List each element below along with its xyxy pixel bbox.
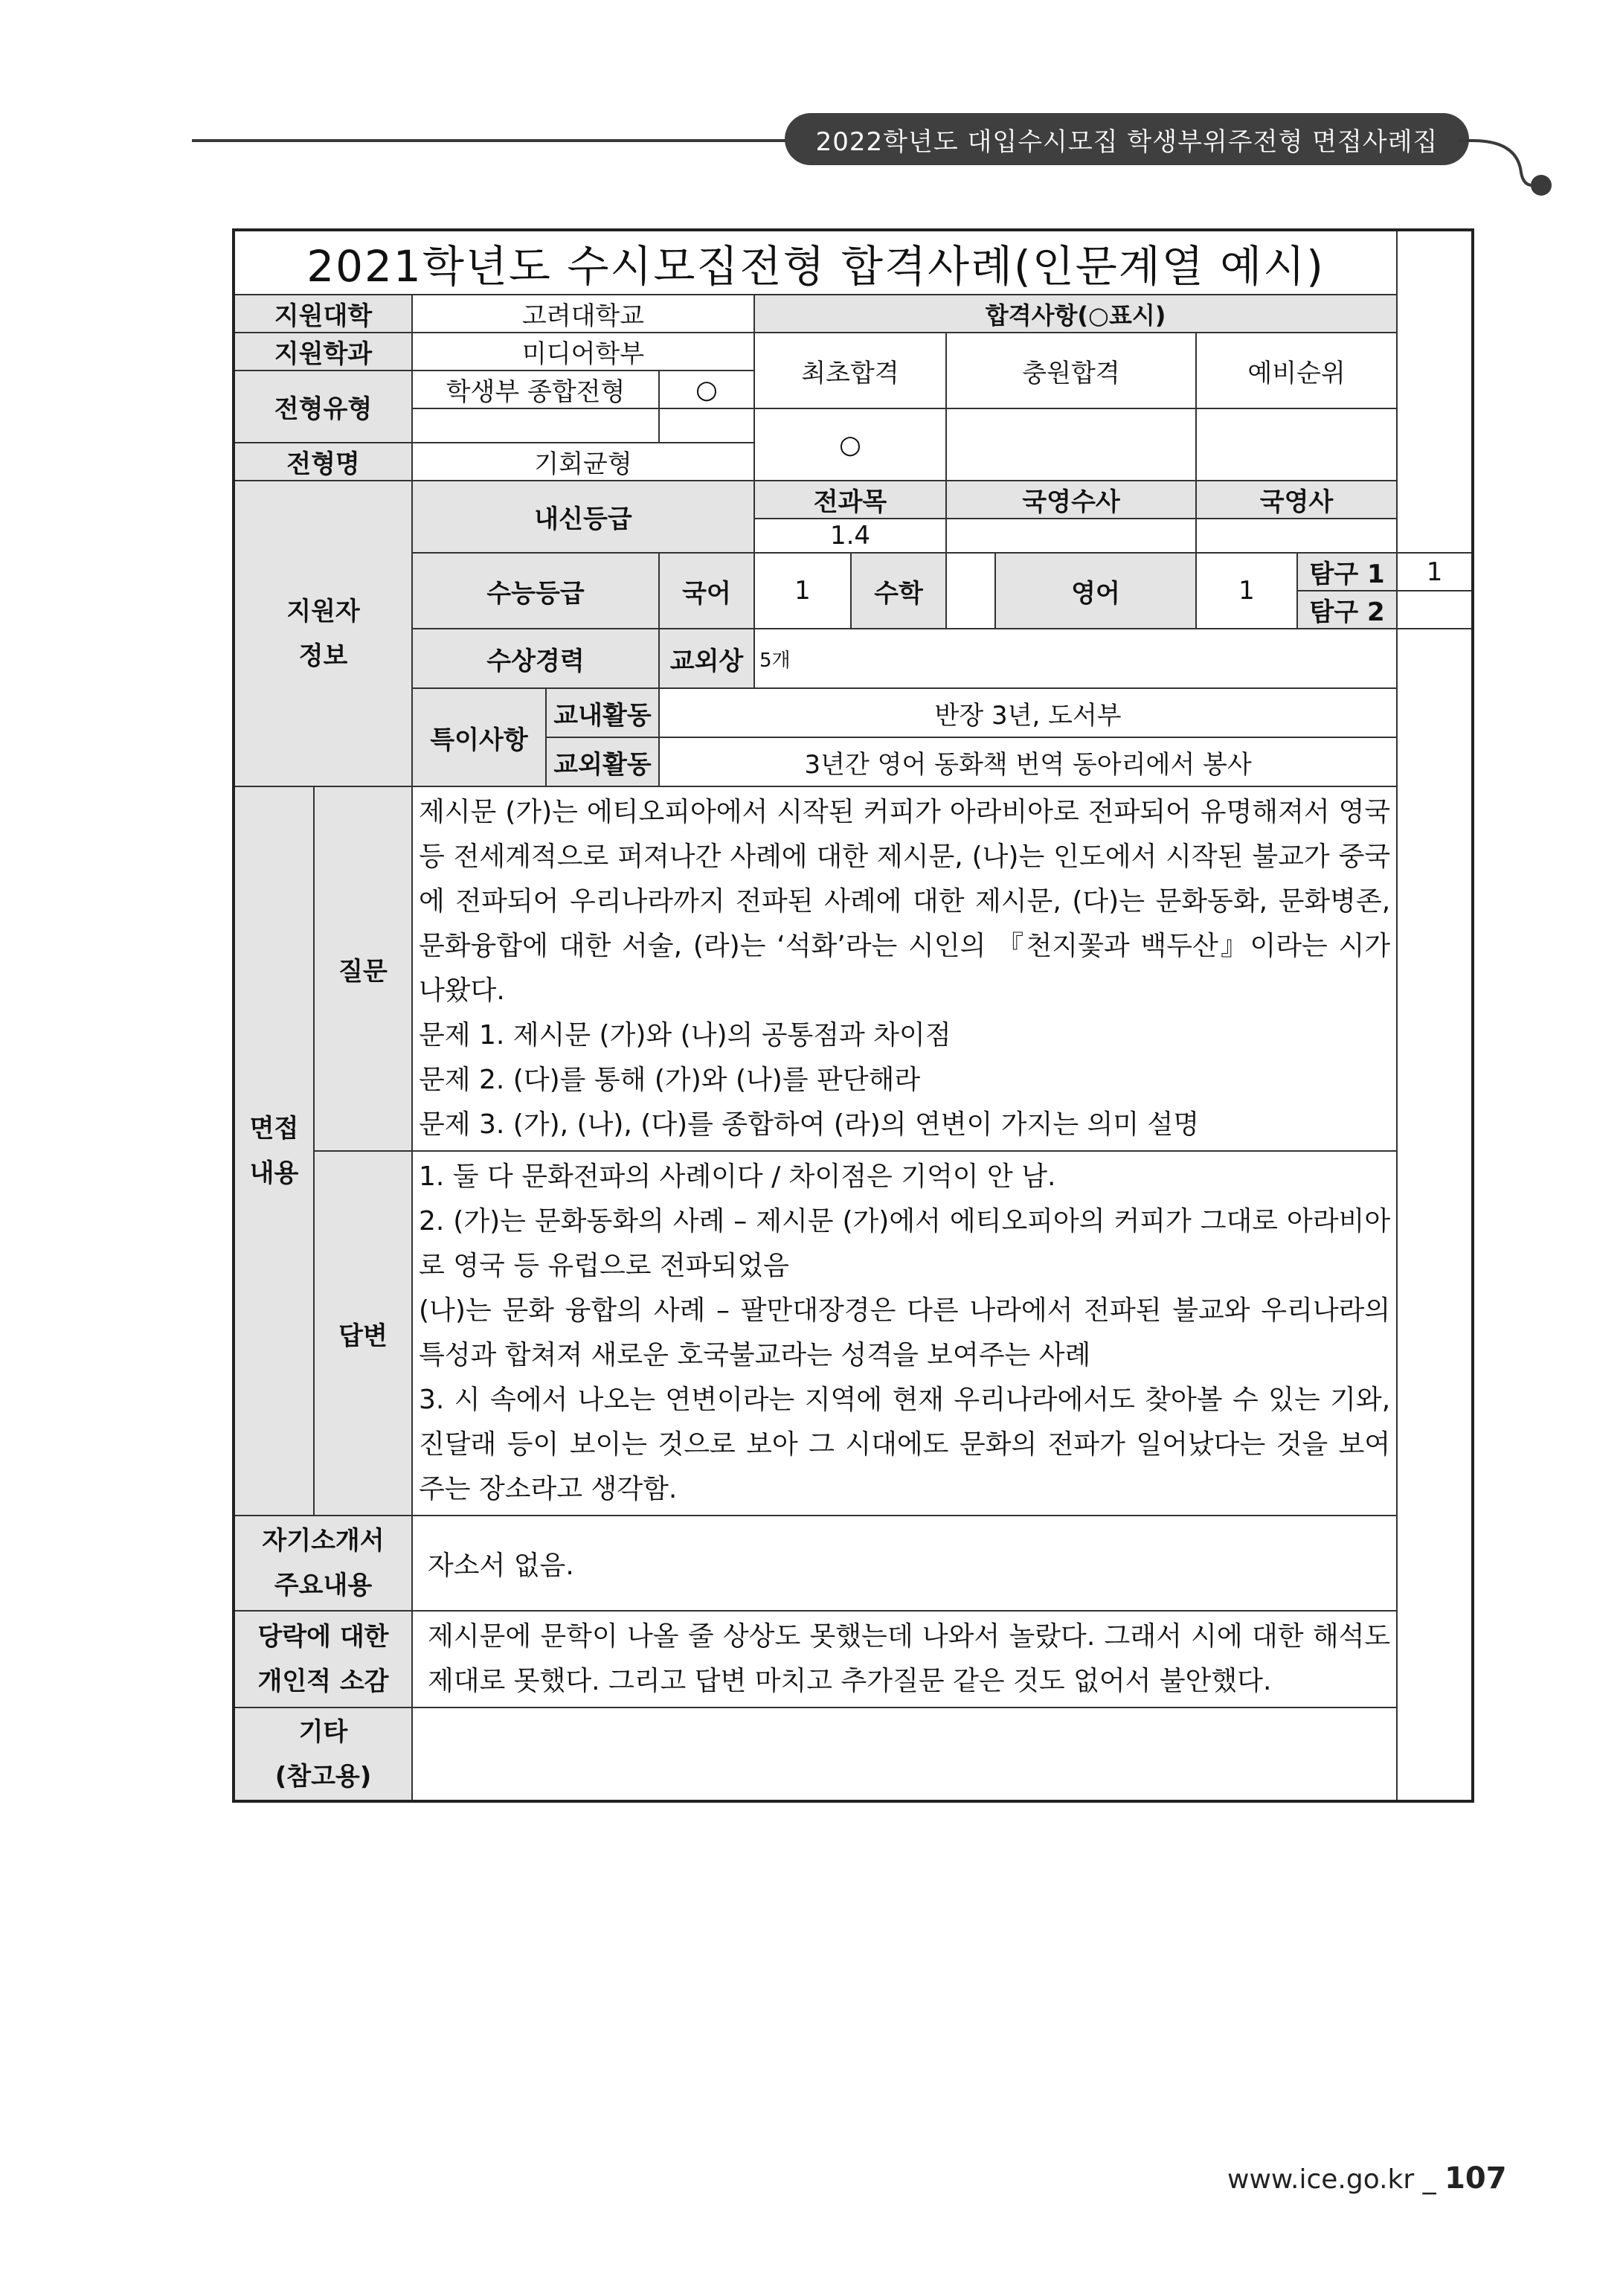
- footer-site: www.ice.go.kr _: [1227, 2164, 1445, 2195]
- label-question: 질문: [314, 786, 412, 1151]
- label-korean: 국어: [659, 553, 754, 629]
- label-self-intro: 자기소개서 주요내용: [234, 1516, 412, 1611]
- label-out-award: 교외상: [659, 629, 754, 688]
- admission-case-table: [232, 228, 1474, 1803]
- value-type-1-mark: ○: [659, 371, 754, 408]
- value-dept: 미디어학부: [412, 333, 754, 371]
- value-admission-name: 기회균형: [412, 443, 754, 481]
- value-english: 1: [1196, 553, 1297, 629]
- running-title: 2022학년도 대입수시모집 학생부위주전형 면접사례집: [785, 113, 1469, 165]
- value-question: 제시문 (가)는 에티오피아에서 시작된 커피가 아라비아로 전파되어 유명해져서 영국 등 전세계적으로 퍼져나간 사례에 대한 제시문, (나)는 인도에서 시작된 불교가 중국에 전파되어 우리나라까지 전파된 사례에 대한 제시문, (다)는 문화동화, 문화병존, 문화융합에 대한 서술, (라)는 ‘석화’라는 시인의 『천지꽃과 백두산』이라는 시가 나왔다. 문제 1. 제시문 (가)와 (나)의 공통점과 차이점 문제 2. (다)를 통해 (가)와 (나)를 판단해라 문제 3. (가), (나), (다)를 종합하여 (라)의 연변이 가지는 의미 설명: [412, 786, 1397, 1151]
- value-tamgu-1: 1: [1397, 553, 1473, 591]
- label-interview: 면접 내용: [234, 786, 314, 1516]
- form-title: 2021학년도 수시모집전형 합격사례(인문계열 예시): [234, 230, 1397, 295]
- value-naesin-all: 1.4: [754, 519, 946, 553]
- label-ke: 국영사: [1196, 481, 1397, 519]
- label-naesin: 내신등급: [412, 481, 754, 553]
- value-etc: [412, 1707, 1397, 1801]
- label-math: 수학: [851, 553, 946, 629]
- value-extra-pass-mark: [946, 408, 1196, 481]
- label-awards: 수상경력: [412, 629, 659, 688]
- page-number: 107: [1444, 2161, 1507, 2196]
- value-type-2: [412, 408, 659, 443]
- label-in-activity: 교내활동: [546, 688, 659, 737]
- label-special: 특이사항: [412, 688, 546, 786]
- label-result-header: 합격사항(○표시): [754, 295, 1397, 333]
- value-out-activity: 3년간 영어 동화책 번역 동아리에서 봉사: [659, 737, 1397, 786]
- label-first-pass: 최초합격: [754, 333, 946, 408]
- label-applicant-info: 지원자 정보: [234, 481, 412, 786]
- label-all-subjects: 전과목: [754, 481, 946, 519]
- label-type: 전형유형: [234, 371, 412, 443]
- value-first-pass-mark: ○: [754, 408, 946, 481]
- value-type-2-mark: [659, 408, 754, 443]
- value-impression: 제시문에 문학이 나올 줄 상상도 못했는데 나와서 놀랐다. 그래서 시에 대한 해석도 제대로 못했다. 그리고 답변 마치고 추가질문 같은 것도 없어서 불안했다.: [412, 1611, 1397, 1707]
- label-english: 영어: [995, 553, 1196, 629]
- label-answer: 답변: [314, 1151, 412, 1516]
- header-ornament: [1458, 139, 1562, 206]
- value-self-intro: 자소서 없음.: [412, 1516, 1397, 1611]
- value-waitlist-mark: [1196, 408, 1397, 481]
- value-naesin-ke: [1196, 519, 1397, 553]
- value-in-activity: 반장 3년, 도서부: [659, 688, 1397, 737]
- label-waitlist: 예비순위: [1196, 333, 1397, 408]
- value-math: [946, 553, 995, 629]
- label-kes: 국영수사: [946, 481, 1196, 519]
- label-tamgu-1: 탐구 1: [1297, 553, 1397, 591]
- label-suneung: 수능등급: [412, 553, 659, 629]
- label-tamgu-2: 탐구 2: [1297, 591, 1397, 629]
- page-footer: [1227, 2161, 1507, 2196]
- value-tamgu-2: [1397, 591, 1473, 629]
- value-univ: 고려대학교: [412, 295, 754, 333]
- value-korean: 1: [754, 553, 851, 629]
- label-extra-pass: 충원합격: [946, 333, 1196, 408]
- label-impression: 당락에 대한 개인적 소감: [234, 1611, 412, 1707]
- header-rule: [192, 139, 802, 142]
- value-type-1: 학생부 종합전형: [412, 371, 659, 408]
- label-admission-name: 전형명: [234, 443, 412, 481]
- label-out-activity: 교외활동: [546, 737, 659, 786]
- label-etc: 기타 (참고용): [234, 1707, 412, 1801]
- label-dept: 지원학과: [234, 333, 412, 371]
- label-univ: 지원대학: [234, 295, 412, 333]
- value-naesin-kes: [946, 519, 1196, 553]
- value-answer: 1. 둘 다 문화전파의 사례이다 / 차이점은 기억이 안 남. 2. (가)는 문화동화의 사례 – 제시문 (가)에서 에티오피아의 커피가 그대로 아라비아로 영국 등 유럽으로 전파되었음 (나)는 문화 융합의 사례 – 팔만대장경은 다른 나라에서 전파된 불교와 우리나라의 특성과 합쳐져 새로운 호국불교라는 성격을 보여주는 사례 3. 시 속에서 나오는 연변이라는 지역에 현재 우리나라에서도 찾아볼 수 있는 기와, 진달래 등이 보이는 것으로 보아 그 시대에도 문화의 전파가 일어났다는 것을 보여주는 장소라고 생각함.: [412, 1151, 1397, 1516]
- value-out-award: 5개: [754, 629, 1397, 688]
